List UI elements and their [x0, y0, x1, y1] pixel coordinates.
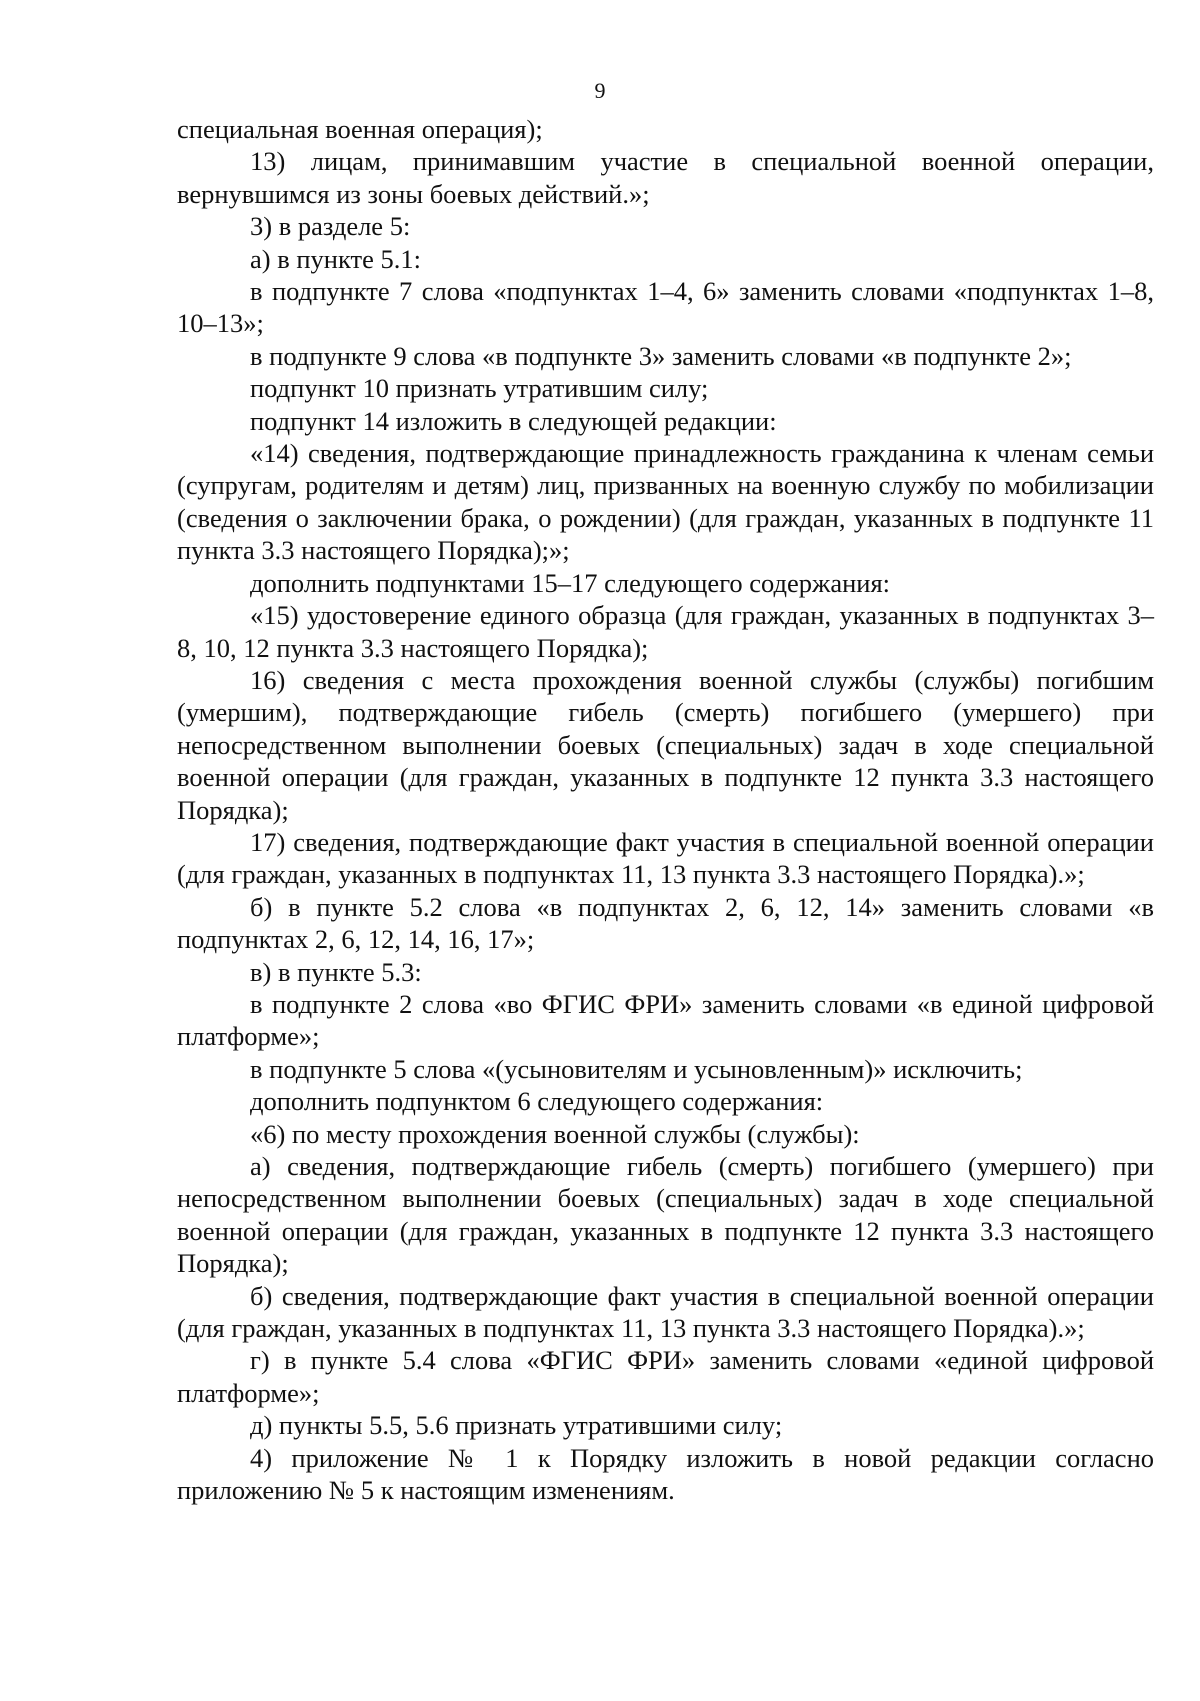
paragraph: 17) сведения, подтверждающие факт участия в специальной военной операции (для граждан, указанных в подпунктах 11, 13 пункта 3.3 настоящего Порядка).»;: [177, 826, 1154, 890]
paragraph: в подпункте 9 слова «в подпункте 3» заменить словами «в подпункте 2»;: [250, 340, 1072, 371]
paragraph: 13) лицам, принимавшим участие в специальной военной операции, вернувшимся из зоны боевых действий.»;: [177, 146, 1154, 209]
paragraph: 3) в разделе 5:: [250, 211, 411, 242]
paragraph: «6) по месту прохождения военной службы (службы):: [250, 1118, 860, 1149]
paragraph: в подпункте 5 слова «(усыновителям и усыновленным)» исключить;: [250, 1053, 1023, 1084]
paragraph: дополнить подпунктами 15–17 следующего содержания:: [250, 567, 891, 598]
paragraph: а) сведения, подтверждающие гибель (смерть) погибшего (умершего) при непосредственном выполнении боевых (специальных) задач в ходе специальной военной операции (для граждан, указанных в подпункте 12 пункта 3.3 настоящего Порядка);: [177, 1151, 1154, 1279]
paragraph: г) в пункте 5.4 слова «ФГИС ФРИ» заменить словами «единой цифровой платформе»;: [177, 1345, 1154, 1408]
paragraph: 4) приложение № 1 к Порядку изложить в новой редакции согласно приложению № 5 к настоящим изменениям.: [177, 1442, 1154, 1506]
page-number: 9: [594, 78, 606, 103]
paragraph: «14) сведения, подтверждающие принадлежность гражданина к членам семьи (супругам, родителям и детям) лиц, призванных на военную службу по мобилизации (сведения о заключении брака, о рождении) (для граждан, указанных в подпункте 11 пункта 3.3 настоящего Порядка);»;: [177, 438, 1154, 566]
paragraph: «15) удостоверение единого образца (для граждан, указанных в подпунктах 3–8, 10, 12 пункта 3.3 настоящего Порядка);: [177, 600, 1154, 663]
paragraph: а) в пункте 5.1:: [250, 243, 421, 274]
paragraph: б) сведения, подтверждающие факт участия в специальной военной операции (для граждан, указанных в подпунктах 11, 13 пункта 3.3 настоящего Порядка).»;: [177, 1280, 1154, 1344]
paragraph: подпункт 14 изложить в следующей редакции:: [250, 405, 777, 436]
paragraph: дополнить подпунктом 6 следующего содержания:: [250, 1086, 824, 1117]
paragraph: специальная военная операция);: [177, 114, 543, 144]
paragraph: д) пункты 5.5, 5.6 признать утратившими силу;: [250, 1410, 783, 1441]
paragraph: в подпункте 7 слова «подпунктах 1–4, 6» заменить словами «подпунктах 1–8, 10–13»;: [177, 276, 1154, 339]
paragraph: в подпункте 2 слова «во ФГИС ФРИ» заменить словами «в единой цифровой платформе»;: [177, 988, 1154, 1052]
paragraph: подпункт 10 признать утратившим силу;: [250, 373, 709, 404]
paragraph: б) в пункте 5.2 слова «в подпунктах 2, 6, 12, 14» заменить словами «в подпунктах 2, 6, 12, 14, 16, 17»;: [177, 891, 1154, 955]
document-body: [177, 113, 1154, 1506]
paragraph: 16) сведения с места прохождения военной службы (службы) погибшим (умершим), подтверждающие гибель (смерть) погибшего (умершего) при непосредственном выполнении боевых (специальных) задач в ходе специальной военной операции (для граждан, указанных в подпункте 12 пункта 3.3 настоящего Порядка);: [177, 664, 1154, 825]
paragraph: в) в пункте 5.3:: [250, 956, 422, 987]
